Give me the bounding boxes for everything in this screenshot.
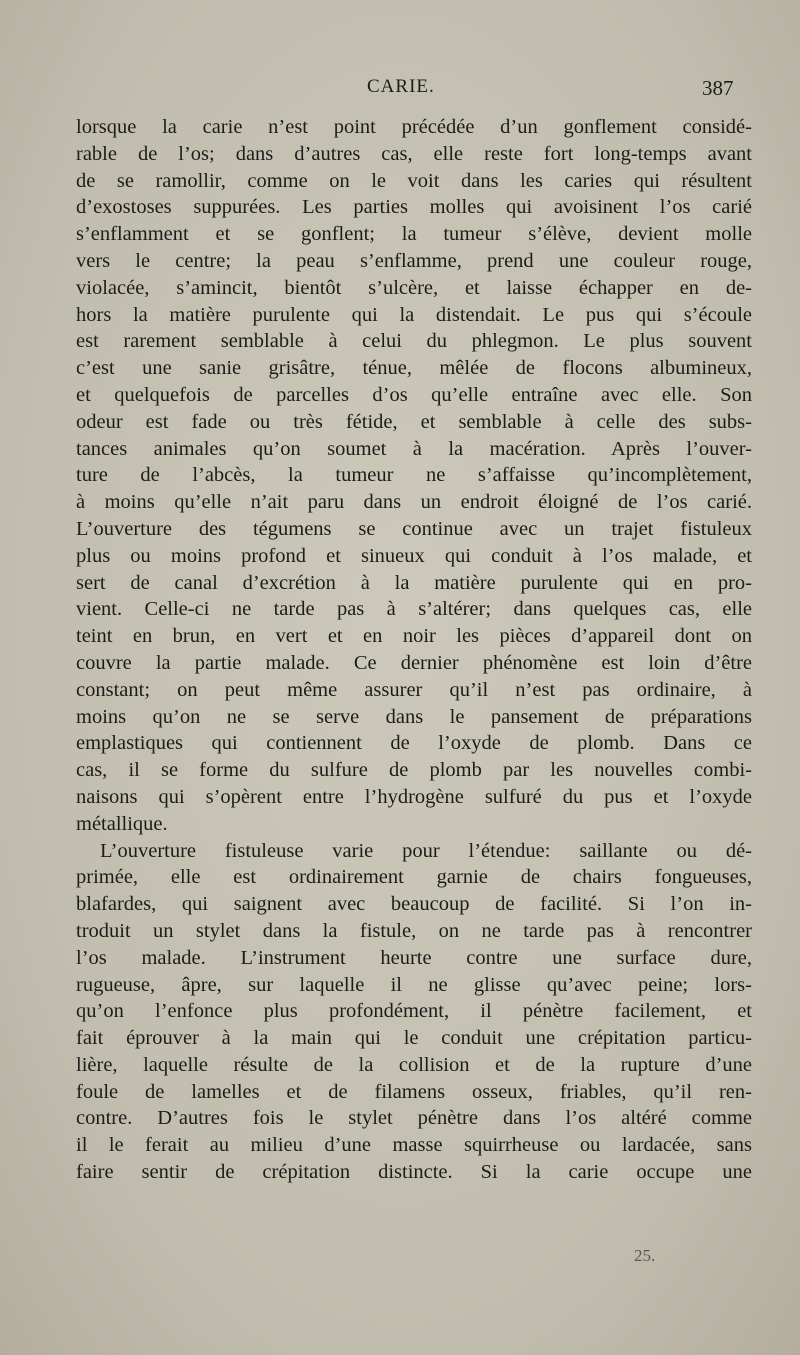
text-line: s’enflamment et se gonflent; la tumeur s’élève, devient molle xyxy=(76,223,752,246)
paragraph-1 xyxy=(76,114,752,838)
text-line: plus ou moins profond et sinueux qui conduit à l’os malade, et xyxy=(76,544,752,567)
text-line: violacée, s’amincit, bientôt s’ulcère, et laisse échapper en de- xyxy=(76,276,752,299)
text-line: est rarement semblable à celui du phlegmon. Le plus souvent xyxy=(76,330,752,353)
text-line: il le ferait au milieu d’une masse squirrheuse ou lardacée, sans xyxy=(76,1134,752,1157)
text-line: troduit un stylet dans la fistule, on ne tarde pas à rencontrer xyxy=(76,919,752,942)
signature-mark: 25. xyxy=(634,1246,656,1265)
text-line: et quelquefois de parcelles d’os qu’elle entraîne avec elle. Son xyxy=(76,383,752,406)
text-line: teint en brun, en vert et en noir les pièces d’appareil dont on xyxy=(76,625,752,648)
running-title: CARIE. xyxy=(367,76,435,97)
page-number: 387 xyxy=(702,76,734,100)
body-text xyxy=(76,114,752,1186)
text-line: métallique. xyxy=(76,812,168,835)
text-line: odeur est fade ou très fétide, et semblable à celle des subs- xyxy=(76,410,752,433)
text-line: qu’on l’enfonce plus profondément, il pénètre facilement, et xyxy=(76,1000,752,1023)
text-line: L’ouverture fistuleuse varie pour l’étendue: saillante ou dé- xyxy=(100,839,752,862)
text-line: naisons qui s’opèrent entre l’hydrogène sulfuré du pus et l’oxyde xyxy=(76,785,752,808)
text-line: emplastiques qui contiennent de l’oxyde de plomb. Dans ce xyxy=(76,732,752,755)
text-line: foule de lamelles et de filamens osseux, friables, qu’il ren- xyxy=(76,1080,752,1103)
text-line: d’exostoses suppurées. Les parties molles qui avoisinent l’os carié xyxy=(76,196,752,219)
running-head xyxy=(0,76,800,106)
text-line: constant; on peut même assurer qu’il n’est pas ordinaire, à xyxy=(76,678,752,701)
text-line: lorsque la carie n’est point précédée d’un gonflement considé- xyxy=(76,116,752,138)
text-line: lière, laquelle résulte de la collision et de la rupture d’une xyxy=(76,1053,752,1076)
text-line: couvre la partie malade. Ce dernier phénomène est loin d’être xyxy=(76,651,752,674)
text-line: de se ramollir, comme on le voit dans les caries qui résultent xyxy=(76,169,752,192)
text-line: primée, elle est ordinairement garnie de chairs fongueuses, xyxy=(76,866,752,889)
paragraph-2 xyxy=(76,838,752,1186)
text-line: c’est une sanie grisâtre, ténue, mêlée de flocons albumineux, xyxy=(76,357,752,380)
text-line: contre. D’autres fois le stylet pénètre dans l’os altéré comme xyxy=(76,1107,752,1130)
text-line: tances animales qu’on soumet à la macération. Après l’ouver- xyxy=(76,437,752,460)
text-line: cas, il se forme du sulfure de plomb par les nouvelles combi- xyxy=(76,759,752,782)
text-line: rable de l’os; dans d’autres cas, elle reste fort long-temps avant xyxy=(76,142,752,165)
text-line: fait éprouver à la main qui le conduit une crépitation particu- xyxy=(76,1027,752,1050)
text-line: moins qu’on ne se serve dans le pansement de préparations xyxy=(76,705,752,728)
text-line: à moins qu’elle n’ait paru dans un endroit éloigné de l’os carié. xyxy=(76,491,752,514)
text-line: blafardes, qui saignent avec beaucoup de facilité. Si l’on in- xyxy=(76,893,752,916)
text-line: ture de l’abcès, la tumeur ne s’affaisse qu’incomplètement, xyxy=(76,464,752,487)
text-line: sert de canal d’excrétion à la matière purulente qui en pro- xyxy=(76,571,752,594)
text-line: vient. Celle-ci ne tarde pas à s’altérer; dans quelques cas, elle xyxy=(76,598,752,621)
text-line: l’os malade. L’instrument heurte contre une surface dure, xyxy=(76,946,752,969)
text-line: hors la matière purulente qui la distendait. Le pus qui s’écoule xyxy=(76,303,752,326)
text-line: rugueuse, âpre, sur laquelle il ne glisse qu’avec peine; lors- xyxy=(76,973,752,996)
text-line: faire sentir de crépitation distincte. Si la carie occupe une xyxy=(76,1161,752,1184)
text-line: L’ouverture des tégumens se continue avec un trajet fistuleux xyxy=(76,517,752,540)
text-line: vers le centre; la peau s’enflamme, prend une couleur rouge, xyxy=(76,249,752,272)
